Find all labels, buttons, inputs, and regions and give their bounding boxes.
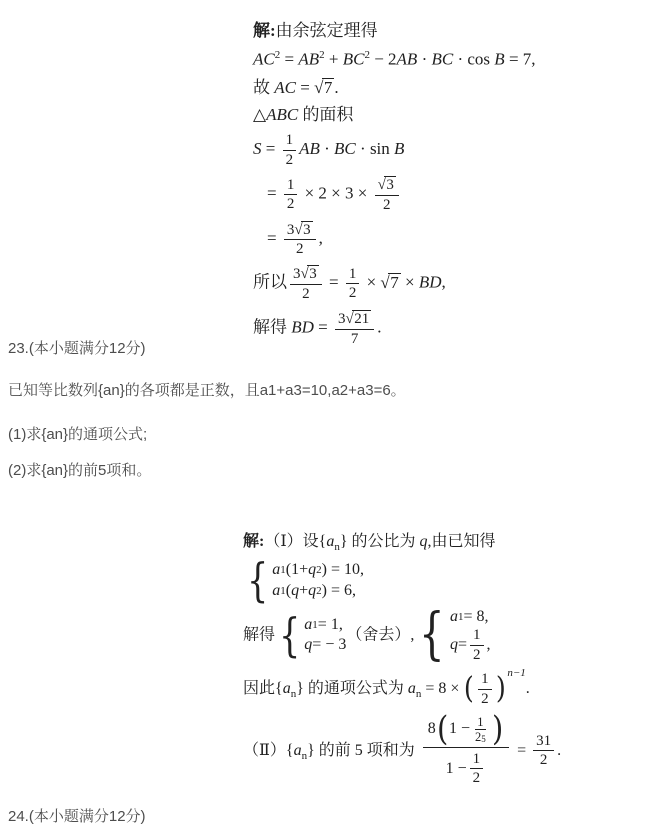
question-23-part1: (1)求{an}的通项公式; xyxy=(8,426,148,443)
system-brace: { xyxy=(247,553,269,608)
math-line xyxy=(243,601,583,667)
math-token: B xyxy=(394,139,405,159)
system-row xyxy=(304,635,346,656)
radicand: 7 xyxy=(390,272,399,292)
exponent: 2 xyxy=(364,48,370,61)
exponent: 2 xyxy=(316,564,322,577)
math-token: = − 3 xyxy=(312,636,347,654)
system-row xyxy=(304,615,343,636)
math-token: 3 xyxy=(338,310,346,327)
fraction xyxy=(533,733,554,770)
math-line xyxy=(253,265,553,303)
system-rows xyxy=(304,615,346,657)
sqrt xyxy=(380,273,400,292)
math-line xyxy=(267,176,553,214)
math-token: a xyxy=(407,679,416,697)
fraction xyxy=(470,627,484,664)
system-row xyxy=(272,581,356,602)
sqrt xyxy=(301,265,319,283)
math-token: , xyxy=(318,228,323,248)
math-line xyxy=(253,104,553,127)
fraction xyxy=(473,715,488,744)
math-token: q xyxy=(291,581,300,599)
math-token: AB xyxy=(299,139,320,159)
subscript: n xyxy=(334,541,340,554)
denominator: 2 xyxy=(481,690,489,707)
triangle-symbol: △ xyxy=(253,105,267,125)
math-token: （Ⅰ）设{ xyxy=(264,533,327,550)
math-token: 3 xyxy=(293,266,301,283)
math-token: = xyxy=(267,228,281,248)
math-token: · xyxy=(319,139,335,159)
radical-sign: √ xyxy=(294,221,302,238)
math-token: · cos xyxy=(453,49,495,69)
math-token: · sin xyxy=(355,139,395,159)
numerator xyxy=(284,221,316,241)
math-token: × xyxy=(362,272,381,292)
math-line xyxy=(243,666,583,708)
numerator: 1 xyxy=(346,266,360,285)
math-line xyxy=(253,132,553,169)
equation-system xyxy=(243,553,364,608)
math-token: a xyxy=(304,615,313,633)
math-token: 解得 xyxy=(243,626,276,643)
math-token: 由余弦定理得 xyxy=(275,21,378,40)
sqrt xyxy=(294,221,312,239)
numerator xyxy=(375,176,399,196)
math-token: . xyxy=(377,317,382,337)
math-token: = xyxy=(295,77,315,97)
close-paren: ) xyxy=(491,708,504,749)
sqrt xyxy=(314,78,334,97)
radical-sign: √ xyxy=(377,177,385,193)
denominator: 2 xyxy=(348,285,357,302)
numerator xyxy=(423,708,509,749)
math-token: = xyxy=(513,741,531,759)
math-line xyxy=(243,553,583,608)
fraction xyxy=(283,132,297,169)
math-token: BD xyxy=(418,272,442,292)
math-token: = 1, xyxy=(317,615,343,633)
exponent: 2 xyxy=(316,585,322,598)
math-token: = xyxy=(313,317,333,337)
denominator: 2 xyxy=(539,752,548,769)
numerator xyxy=(335,310,374,330)
math-token: AC xyxy=(253,49,275,69)
math-token: a xyxy=(293,741,302,759)
math-token: S xyxy=(253,139,262,159)
math-token: (1+ xyxy=(285,561,309,579)
math-token: 所以 xyxy=(253,272,287,292)
fraction xyxy=(335,310,374,348)
math-token: , xyxy=(441,272,446,292)
math-token: 3 xyxy=(286,221,295,238)
fraction xyxy=(284,221,316,259)
math-line xyxy=(253,310,553,348)
math-token: ) = 10, xyxy=(321,561,364,579)
math-token: = xyxy=(458,636,468,654)
math-token: 1 − xyxy=(445,760,467,778)
solution-block-law-of-cosines xyxy=(253,20,553,354)
close-paren: ) xyxy=(495,671,506,707)
math-token: . xyxy=(334,77,339,97)
system-brace: { xyxy=(419,601,446,667)
question-23-part2: (2)求{an}的前5项和。 xyxy=(8,462,152,479)
denominator: 2 xyxy=(382,196,391,213)
math-token: ,由已知得 xyxy=(427,533,496,550)
math-token: ( xyxy=(285,581,292,599)
radicand: 3 xyxy=(386,177,394,193)
denominator: 2 xyxy=(286,196,295,213)
math-token: q xyxy=(304,636,313,654)
fraction xyxy=(470,751,484,788)
subscript: 1 xyxy=(458,610,464,623)
math-token: BC xyxy=(342,49,365,69)
math-token: q xyxy=(308,561,317,579)
radical-sign: √ xyxy=(314,77,322,97)
math-token: } 的前 5 项和为 xyxy=(307,741,419,759)
math-line xyxy=(267,221,553,259)
math-token: B xyxy=(494,49,505,69)
system-row xyxy=(450,627,491,664)
numerator: 1 xyxy=(284,177,298,196)
math-token: 1 − xyxy=(449,720,471,738)
solution-label: 解: xyxy=(253,21,276,40)
math-token: BD xyxy=(291,317,314,337)
radical-sign: √ xyxy=(380,272,389,292)
question-24-header: 24.(本小题满分12分) xyxy=(8,808,146,825)
exponent: 2 xyxy=(274,48,281,61)
math-token: = xyxy=(324,272,343,292)
solution-block-geometric-sequence xyxy=(243,531,583,792)
radicand: 21 xyxy=(354,310,370,327)
numerator: 1 xyxy=(470,627,484,646)
math-token: 故 xyxy=(253,77,275,97)
denominator: 7 xyxy=(350,330,359,347)
math-token: = xyxy=(267,183,281,203)
math-token: 的面积 xyxy=(298,105,354,125)
sqrt xyxy=(378,176,396,194)
numerator: 31 xyxy=(533,733,554,752)
math-token: q xyxy=(308,581,317,599)
subscript: n xyxy=(290,688,297,701)
denominator: 2 xyxy=(295,241,304,258)
math-token: · xyxy=(417,49,432,69)
math-token: = 8, xyxy=(463,607,489,625)
math-token: q xyxy=(450,636,458,654)
denominator xyxy=(441,748,492,788)
subscript: n xyxy=(415,688,422,701)
question-23-body: 已知等比数列{an}的各项都是正数，且a1+a3=10,a2+a3=6。 xyxy=(8,382,406,399)
equation-system xyxy=(414,601,491,667)
math-token: a xyxy=(272,561,281,579)
radicand: 7 xyxy=(323,77,333,97)
open-paren: ( xyxy=(436,708,449,749)
math-token: = xyxy=(280,49,299,69)
math-token: 2 xyxy=(475,729,482,744)
math-token: 解得 xyxy=(253,317,292,337)
math-token: （舍去）, xyxy=(346,626,415,643)
math-token: a xyxy=(272,581,281,599)
math-token: − 2 xyxy=(369,49,397,69)
subscript: 1 xyxy=(312,618,318,631)
math-line xyxy=(253,77,553,100)
system-row xyxy=(272,560,364,581)
exponent: 2 xyxy=(319,48,325,61)
denominator: 2 xyxy=(302,285,310,302)
exponent: 5 xyxy=(481,733,486,744)
numerator xyxy=(290,265,322,285)
math-token: a xyxy=(326,533,335,550)
math-token: a xyxy=(450,607,458,625)
math-token: AB xyxy=(396,49,418,69)
numerator: 1 xyxy=(478,671,492,690)
math-token: BC xyxy=(334,139,356,159)
fraction xyxy=(375,176,399,214)
math-token: × 2 × 3 × xyxy=(300,183,372,203)
math-token: ABC xyxy=(266,105,299,125)
math-line xyxy=(253,48,553,72)
system-row xyxy=(450,607,489,628)
system-rows xyxy=(450,607,491,664)
math-line xyxy=(243,531,583,555)
system-brace: { xyxy=(279,607,301,662)
numerator: 1 xyxy=(470,751,484,770)
math-token: 8 xyxy=(427,720,436,738)
math-token: ) = 6, xyxy=(321,581,356,599)
fraction xyxy=(478,671,492,708)
radical-sign: √ xyxy=(345,310,353,327)
denominator xyxy=(473,730,488,744)
open-paren: ( xyxy=(464,671,475,707)
math-token: , xyxy=(486,636,491,654)
math-token: = 7, xyxy=(504,49,536,69)
subscript: 1 xyxy=(280,564,286,577)
exponent: n−1 xyxy=(507,666,526,679)
math-token: × xyxy=(400,272,419,292)
fraction xyxy=(290,265,322,303)
math-token: . xyxy=(557,741,562,759)
question-23-header: 23.(本小题满分12分) xyxy=(8,340,146,357)
math-token: AB xyxy=(298,49,320,69)
math-token: （Ⅱ）{ xyxy=(243,741,294,759)
denominator: 2 xyxy=(473,647,481,664)
math-token: = 8 × xyxy=(421,679,464,697)
math-token: + xyxy=(299,581,309,599)
math-token: a xyxy=(282,679,291,697)
denominator: 2 xyxy=(285,152,294,169)
radicand: 3 xyxy=(309,266,317,283)
subscript: n xyxy=(301,749,308,762)
radicand: 3 xyxy=(303,221,311,238)
radical-sign: √ xyxy=(300,266,308,283)
equation-system xyxy=(275,607,347,662)
math-token: BC xyxy=(431,49,454,69)
math-line xyxy=(253,20,553,43)
numerator: 1 xyxy=(283,132,297,151)
subscript: 1 xyxy=(280,585,286,598)
system-rows xyxy=(272,560,364,602)
math-token: . xyxy=(525,679,530,697)
math-line xyxy=(243,708,583,788)
math-token: } 的公比为 xyxy=(339,533,420,550)
numerator: 1 xyxy=(477,714,484,729)
math-token: = xyxy=(261,139,280,159)
math-token: 因此{ xyxy=(243,679,283,697)
sqrt xyxy=(346,310,372,328)
math-token: AC xyxy=(274,77,296,97)
math-token: } 的通项公式为 xyxy=(296,679,408,697)
big-fraction xyxy=(423,708,509,788)
denominator: 2 xyxy=(472,770,481,787)
math-token: q xyxy=(419,533,428,550)
solution-label: 解: xyxy=(243,533,265,550)
math-token: + xyxy=(324,49,343,69)
fraction xyxy=(284,177,298,214)
fraction xyxy=(346,266,360,303)
